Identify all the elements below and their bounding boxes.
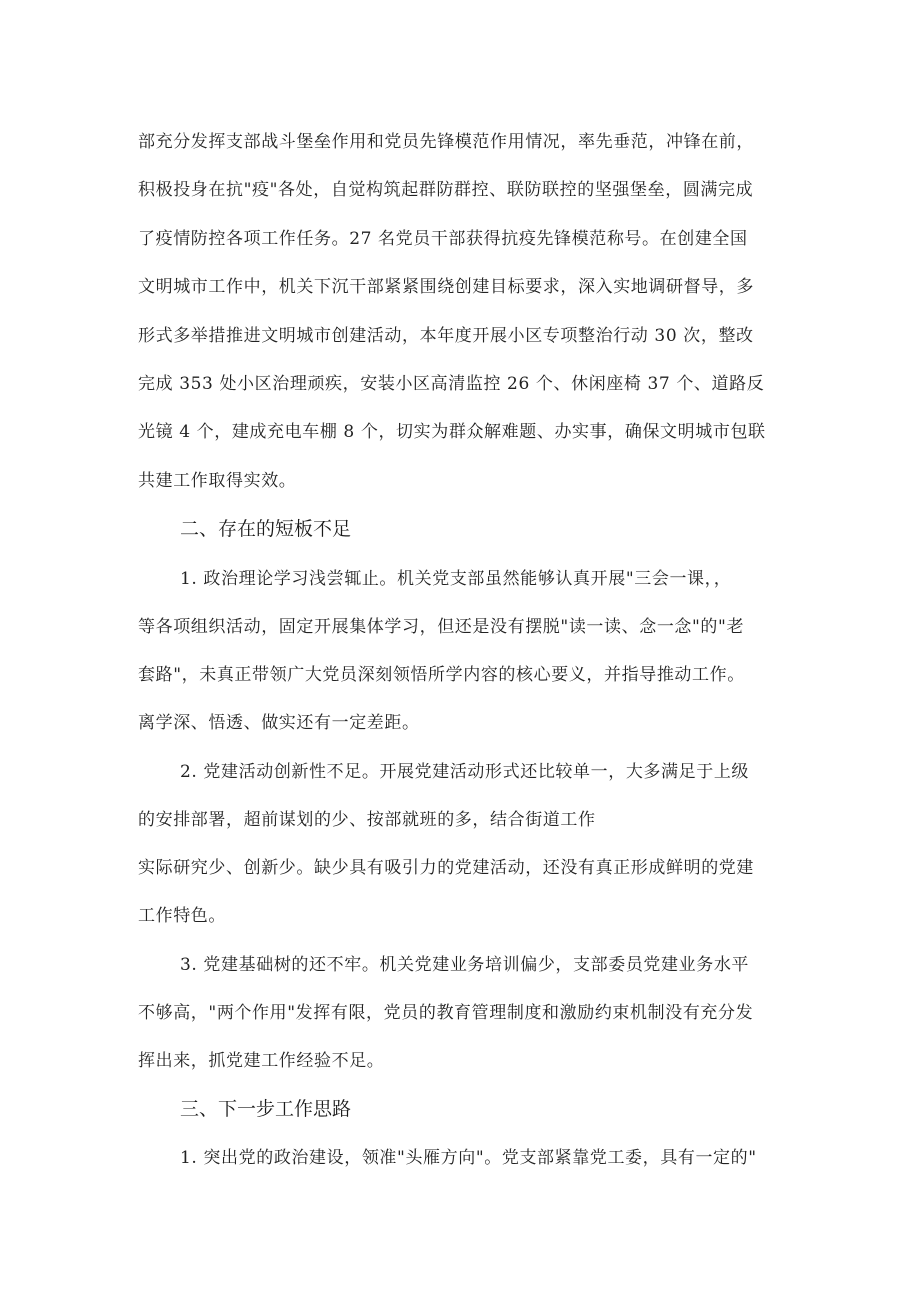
- section-heading: 三、下一步工作思路: [180, 1098, 352, 1120]
- paragraph-line: 光镜 4 个，建成充电车棚 8 个，切实为群众解难题、办实事，确保文明城市包联: [138, 422, 766, 442]
- paragraph-line: 1. 政治理论学习浅尝辄止。机关党支部虽然能够认真开展"三会一课，，: [180, 569, 732, 589]
- paragraph-line: 积极投身在抗"疫"各处，自觉构筑起群防群控、联防联控的坚强堡垒，圆满完成: [138, 180, 754, 200]
- paragraph-line: 形式多举措推进文明城市创建活动，本年度开展小区专项整治行动 30 次，整改: [138, 326, 754, 346]
- paragraph-line: 实际研究少、创新少。缺少具有吸引力的党建活动，还没有真正形成鲜明的党建: [138, 858, 754, 878]
- paragraph-line: 文明城市工作中，机关下沉干部紧紧围绕创建目标要求，深入实地调研督导，多: [138, 277, 754, 297]
- paragraph-line: 的安排部署，超前谋划的少、按部就班的多，结合街道工作: [138, 810, 596, 830]
- paragraph-line: 套路"，未真正带领广大党员深刻领悟所学内容的核心要义，并指导推动工作。: [138, 665, 745, 685]
- paragraph-line: 2. 党建活动创新性不足。开展党建活动形式还比较单一，大多满足于上级: [180, 762, 750, 782]
- paragraph-line: 部充分发挥支部战斗堡垒作用和党员先锋模范作用情况，率先垂范，冲锋在前，: [138, 132, 754, 152]
- paragraph-line: 1. 突出党的政治建设，领准"头雁方向"。党支部紧靠党工委，具有一定的": [180, 1148, 757, 1168]
- paragraph-line: 3. 党建基础树的还不牢。机关党建业务培训偏少，支部委员党建业务水平: [180, 955, 750, 975]
- paragraph-line: 完成 353 处小区治理顽疾，安装小区高清监控 26 个、休闲座椅 37 个、道路反: [138, 374, 765, 394]
- paragraph-line: 不够高，"两个作用"发挥有限，党员的教育管理制度和激励约束机制没有充分发: [138, 1003, 754, 1023]
- section-heading: 二、存在的短板不足: [180, 518, 352, 540]
- paragraph-line: 了疫情防控各项工作任务。27 名党员干部获得抗疫先锋模范称号。在创建全国: [138, 229, 748, 249]
- paragraph-line: 离学深、悟透、做实还有一定差距。: [138, 713, 420, 733]
- paragraph-line: 挥出来，抓党建工作经验不足。: [138, 1051, 385, 1071]
- paragraph-line: 工作特色。: [138, 906, 226, 926]
- paragraph-line: 共建工作取得实效。: [138, 471, 297, 491]
- paragraph-line: 等各项组织活动，固定开展集体学习，但还是没有摆脱"读一读、念一念"的"老: [138, 617, 745, 637]
